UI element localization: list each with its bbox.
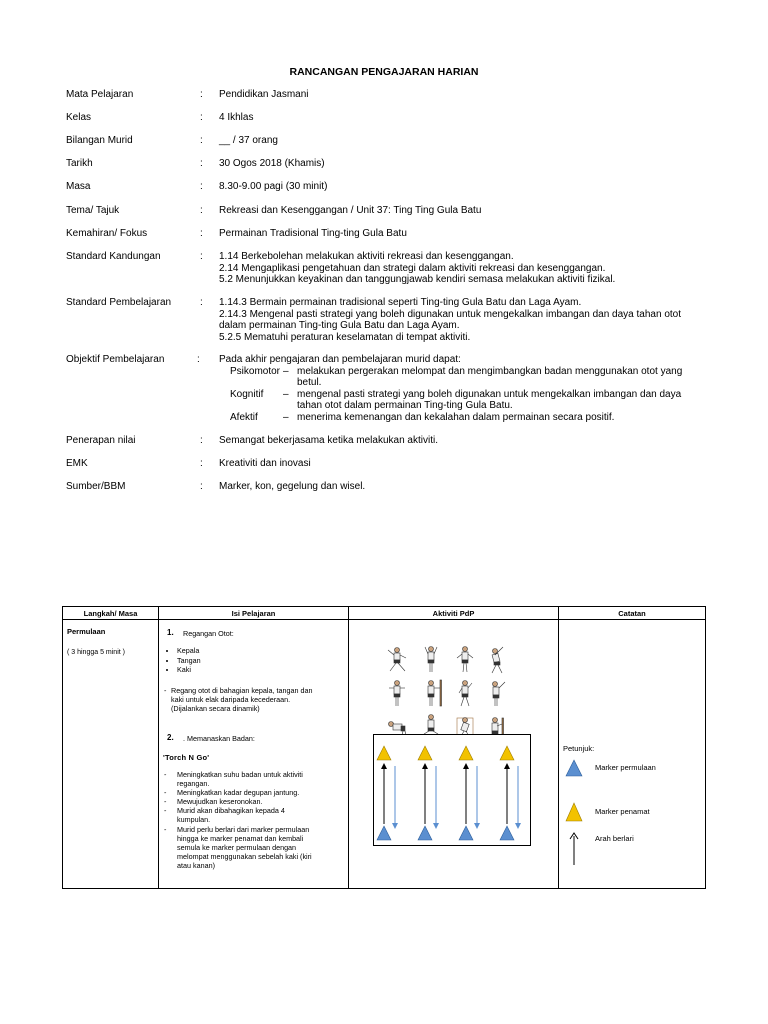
note-line: kaki untuk elak daripada kecederaan. bbox=[171, 695, 291, 705]
aktiviti-cell bbox=[349, 620, 559, 889]
dash-marker: - bbox=[164, 686, 167, 695]
sp-line: dalam permainan Ting-ting Gula Batu dan Laga Ayam. bbox=[219, 320, 460, 332]
colon: : bbox=[197, 354, 200, 365]
sp-line: 5.2.5 Mematuhi peraturan keselamatan di tempat aktiviti. bbox=[219, 331, 471, 343]
table-header: Langkah/ Masa bbox=[63, 607, 159, 620]
objektif-kognitif-text bbox=[297, 389, 681, 412]
legend-arrow-label: Arah berlari bbox=[595, 834, 634, 843]
petunjuk-label: Petunjuk: bbox=[563, 744, 595, 753]
colon: : bbox=[200, 181, 203, 192]
legend-end-label: Marker penamat bbox=[595, 807, 650, 816]
langkah-cell bbox=[63, 620, 159, 889]
item-number: 1. bbox=[167, 628, 174, 637]
game-name: 'Torch N Go' bbox=[163, 753, 210, 762]
stretching-figures-image bbox=[387, 646, 519, 742]
field-label: Sumber/BBM bbox=[66, 481, 126, 492]
objektif-line: melakukan pergerakan melompat dan mengimbangkan badan menggunakan otot yang bbox=[297, 366, 683, 377]
objektif-dash: – bbox=[283, 389, 289, 400]
objektif-line: betul. bbox=[297, 377, 322, 389]
list-item: melompat menggunakan sebelah kaki (kiri bbox=[177, 851, 312, 861]
isi-cell bbox=[159, 620, 349, 889]
stretch-figure-icon bbox=[457, 647, 473, 673]
start-marker-icon bbox=[565, 759, 585, 777]
standard-kandungan-label: Standard Kandungan bbox=[66, 251, 161, 262]
colon: : bbox=[200, 112, 203, 123]
stretch-figure-icon bbox=[459, 681, 472, 707]
lesson-table bbox=[62, 606, 706, 889]
colon: : bbox=[200, 89, 203, 100]
field-label: EMK bbox=[66, 458, 88, 469]
running-course-diagram bbox=[373, 734, 531, 846]
standard-kandungan-text bbox=[219, 251, 615, 286]
field-label: Kelas bbox=[66, 112, 92, 123]
sk-line: 5.2 Menunjukkan keyakinan dan tanggungjawab kendiri semasa melakukan aktiviti fizikal. bbox=[219, 274, 616, 286]
item-number: 2. bbox=[167, 733, 174, 742]
run-direction-arrow-icon bbox=[565, 832, 585, 866]
table-header: Catatan bbox=[559, 607, 706, 620]
field-value: Pendidikan Jasmani bbox=[219, 89, 309, 100]
table-header: Isi Pelajaran bbox=[159, 607, 349, 620]
field-value: __ / 37 orang bbox=[219, 135, 278, 146]
sp-line: 1.14.3 Bermain permainan tradisional seperti Ting-ting Gula Batu dan Laga Ayam. bbox=[219, 297, 582, 308]
stretch-figure-icon bbox=[425, 647, 437, 673]
list-item: • Kaki bbox=[177, 665, 201, 675]
colon: : bbox=[200, 205, 203, 216]
field-label: Masa bbox=[66, 181, 91, 192]
standard-pembelajaran-label: Standard Pembelajaran bbox=[66, 297, 172, 308]
field-value: Permainan Tradisional Ting-ting Gula Batu bbox=[219, 228, 407, 239]
field-label: Tarikh bbox=[66, 158, 93, 169]
field-label: Mata Pelajaran bbox=[66, 89, 134, 100]
list-item: regangan. bbox=[177, 779, 210, 789]
sk-line: 1.14 Berkebolehan melakukan aktiviti rekreasi dan kesenggangan. bbox=[219, 251, 514, 262]
field-value: 8.30-9.00 pagi (30 minit) bbox=[219, 181, 328, 192]
field-value: 30 Ogos 2018 (Khamis) bbox=[219, 158, 325, 169]
field-label: Tema/ Tajuk bbox=[66, 205, 120, 216]
end-marker-icon bbox=[565, 802, 585, 822]
field-value: Semangat bekerjasama ketika melakukan aktiviti. bbox=[219, 435, 438, 446]
objektif-intro: Pada akhir pengajaran dan pembelajaran murid dapat: bbox=[219, 354, 461, 365]
stretch-figure-icon bbox=[492, 647, 503, 673]
objektif-line: tahan otot dalam permainan Ting-ting Gula Batu. bbox=[297, 400, 513, 412]
field-value: Marker, kon, gegelung dan wisel. bbox=[219, 481, 366, 492]
field-value: Kreativiti dan inovasi bbox=[219, 458, 311, 469]
field-label: Kemahiran/ Fokus bbox=[66, 228, 148, 239]
list-item: - Meningkatkan suhu badan untuk aktiviti bbox=[164, 770, 303, 779]
list-item: hingga ke marker penamat dan kembali bbox=[177, 833, 304, 843]
objektif-line: mengenal pasti strategi yang boleh digunakan untuk mengekalkan imbangan dan daya bbox=[297, 389, 682, 400]
objektif-psikomotor-text bbox=[297, 366, 682, 389]
list-item: - Murid akan dibahagikan kepada 4 bbox=[164, 806, 285, 816]
note-line: Regang otot di bahagian kepala, tangan dan bbox=[171, 686, 313, 695]
list-item: • Kepala bbox=[177, 646, 201, 656]
list-item: semula ke marker permulaan dengan bbox=[177, 842, 297, 852]
sp-line: 2.14.3 Mengenal pasti strategi yang boleh digunakan untuk mengekalkan imbangan dan daya tahan otot bbox=[219, 308, 682, 320]
table-header: Aktiviti PdP bbox=[349, 607, 559, 620]
objektif-domain-kognitif: Kognitif bbox=[230, 389, 264, 400]
field-label: Penerapan nilai bbox=[66, 435, 136, 446]
bullet-list bbox=[163, 646, 201, 675]
objektif-label: Objektif Pembelajaran bbox=[66, 354, 165, 365]
stretch-figure-icon bbox=[428, 680, 442, 706]
item1-title: Regangan Otot: bbox=[183, 629, 234, 638]
list-item: - Meningkatkan kadar degupan jantung. bbox=[164, 788, 300, 798]
objektif-domain-psikomotor: Psikomotor bbox=[230, 366, 281, 377]
item1-bullets bbox=[163, 646, 201, 675]
objektif-dash: – bbox=[283, 366, 289, 377]
list-item: • Tangan bbox=[177, 656, 201, 666]
colon: : bbox=[200, 251, 203, 262]
colon: : bbox=[200, 458, 203, 469]
stretch-figure-icon bbox=[493, 682, 506, 707]
colon: : bbox=[200, 481, 203, 492]
list-item: kumpulan. bbox=[177, 815, 211, 825]
colon: : bbox=[200, 158, 203, 169]
langkah-title: Permulaan bbox=[67, 627, 106, 636]
item2-title: . Memanaskan Badan: bbox=[183, 734, 255, 743]
table-row bbox=[63, 620, 706, 889]
stretch-figure-icon bbox=[389, 681, 405, 707]
list-item: - Murid perlu berlari dari marker permulaan bbox=[164, 824, 310, 834]
stretch-figure-icon bbox=[388, 648, 406, 672]
list-item: atau kanan) bbox=[177, 860, 215, 870]
sk-line: 2.14 Mengaplikasi pengetahuan dan strategi dalam aktiviti rekreasi dan kesenggangan. bbox=[219, 262, 606, 274]
catatan-cell bbox=[559, 620, 706, 889]
objektif-domain-afektif: Afektif bbox=[230, 412, 258, 423]
field-label: Bilangan Murid bbox=[66, 135, 133, 146]
field-value: Rekreasi dan Kesenggangan / Unit 37: Ting Ting Gula Batu bbox=[219, 205, 482, 216]
colon: : bbox=[200, 297, 203, 308]
objektif-dash: – bbox=[283, 412, 289, 423]
langkah-time: ( 3 hingga 5 minit ) bbox=[67, 649, 125, 656]
objektif-afektif-text: menerima kemenangan dan kekalahan dalam permainan secara positif. bbox=[297, 412, 615, 423]
standard-pembelajaran-text bbox=[219, 297, 681, 343]
note-line: (Dijalankan secara dinamik) bbox=[171, 704, 260, 714]
colon: : bbox=[200, 435, 203, 446]
field-value: 4 Ikhlas bbox=[219, 112, 254, 123]
colon: : bbox=[200, 135, 203, 146]
item2-lines bbox=[164, 770, 312, 870]
colon: : bbox=[200, 228, 203, 239]
legend-start-label: Marker permulaan bbox=[595, 763, 656, 772]
item1-note bbox=[171, 686, 312, 713]
list-item: - Mewujudkan keseronokan. bbox=[164, 797, 263, 807]
page-title: RANCANGAN PENGAJARAN HARIAN bbox=[289, 66, 479, 78]
